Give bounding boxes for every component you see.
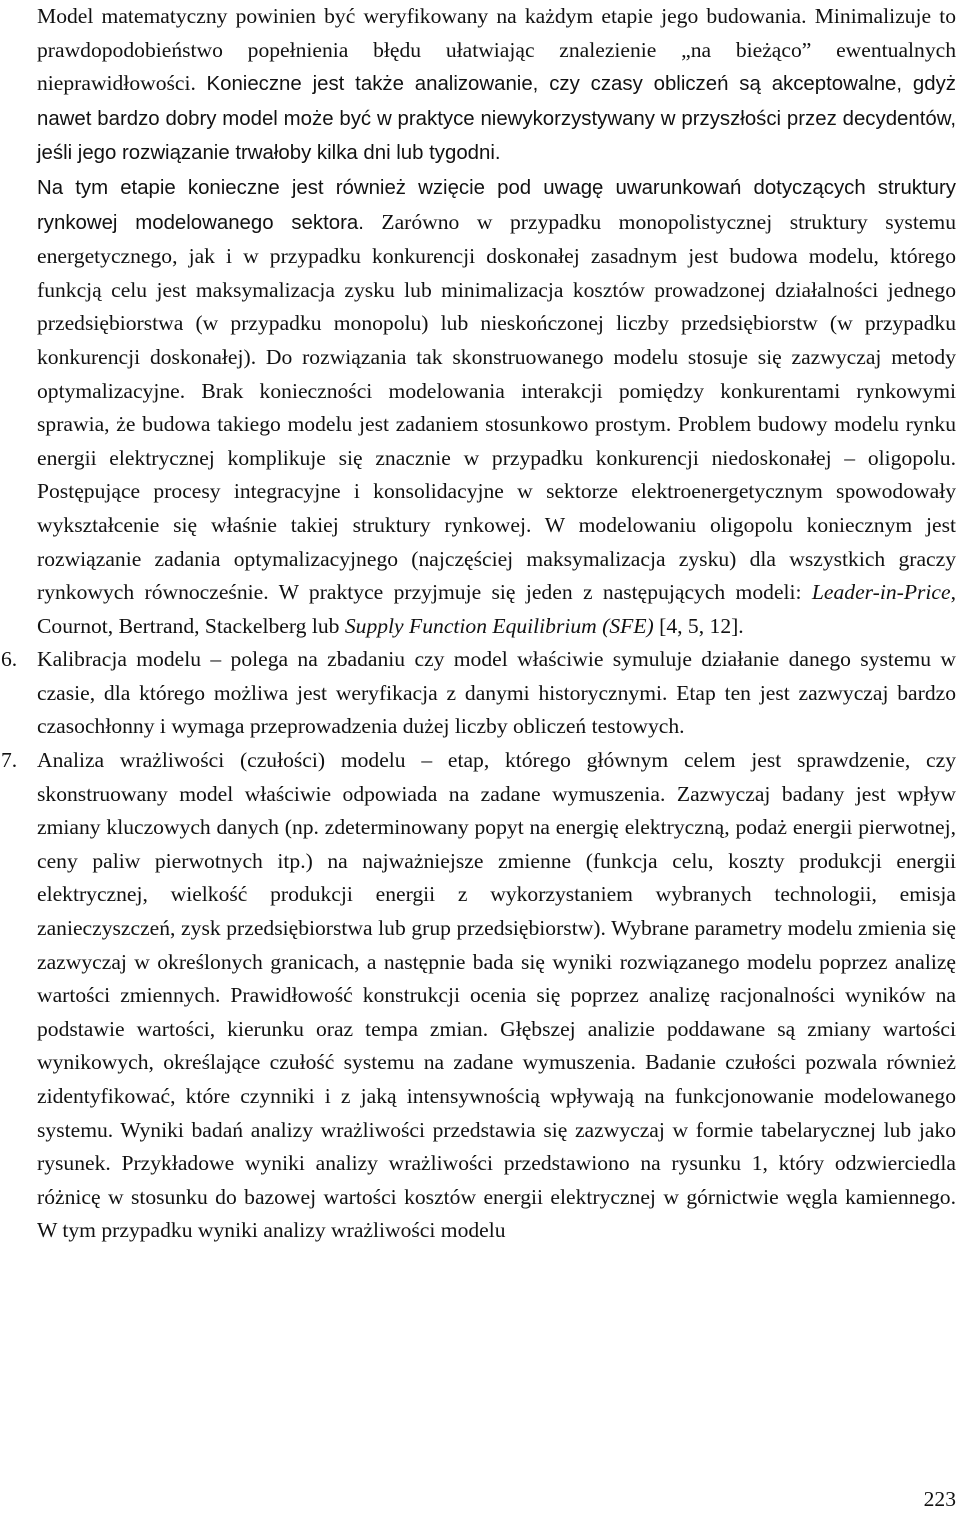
paragraph-market-structure <box>0 171 960 643</box>
paragraph-model-verification <box>0 0 960 171</box>
list-item-calibration <box>0 643 960 744</box>
model-leader-in-price: Leader-in-Price <box>811 580 951 605</box>
list-item-number: 7. <box>1 748 18 773</box>
list-item-text: Kalibracja modelu – polega na zbadaniu czy model właściwie symuluje działanie danego systemu w czasie, dla którego możliwa jest weryfikacja z danymi historycznymi. Etap ten jest zazwyczaj bardzo czasochłonny i wymaga przeprowadzenia dużej liczby obliczeń testowych. <box>37 647 956 739</box>
list-item-text: Analiza wrażliwości (czułości) modelu – etap, którego głównym celem jest sprawdzenie, czy skonstruowany model właściwie odpowiada na zadane wymuszenia. Zazwyczaj badany jest wpływ zmiany kluczowych danych (np. zdeterminowany popyt na energię elektryczną, podaż energii pierwotnej, ceny paliw pierwotnych itp.) na najważniejsze zmienne (funkcja celu, koszty produkcji energii elektrycznej, wielkość produkcji energii z wykorzystaniem wybranych technologii, emisja zanieczyszczeń, zysk przedsiębiorstwa lub grup przedsiębiorstw). Wybrane parametry modelu zmienia się zazwyczaj w określonych granicach, a następnie bada się wyniki rozwiązanego modelu poprzez analizę wartości zmiennych. Prawidłowość konstrukcji ocenia się poprzez analizę racjonalności wyników na podstawie wartości, kierunku oraz tempa zmian. Głębszej analizie poddawane są zmiany wartości wynikowych, określające czułość systemu na zadane wymuszenia. Badanie czułości pozwala również zidentyfikować, które czynniki i z jaką intensywnością wpływają na funkcjonowanie modelowanego systemu. Wyniki badań analizy wrażliwości przedstawia się zazwyczaj w formie tabelarycznej lub jako rysunek. Przykładowe wyniki analizy wrażliwości przedstawiono na rysunku 1, który odzwierciedla różnicę w stosunku do bazowej wartości kosztów energii elektrycznej w górnictwie węgla kamiennego. W tym przypadku wyniki analizy wrażliwości modelu <box>37 748 956 1243</box>
market-structure-text: Zarówno w przypadku monopolistycznej struktury systemu energetycznego, jak i w przypadku konkurencji doskonałej zasadnym jest budowa modelu, którego funkcją celu jest maksymalizacja zysku lub minimalizacja kosztów prowadzonej działalności jednego przedsiębiorstwa (w przypadku monopolu) lub nieskończonej liczby przedsiębiorstw (w przypadku konkurencji doskonałej). Do rozwiązania tak skonstruowanego modelu stosuje się zazwyczaj metody optymalizacyjne. Brak konieczności modelowania interakcji pomiędzy konkurentami rynkowymi sprawia, że budowa takiego modelu jest zadaniem stosunkowo prostym. Problem budowy modelu rynku energii elektrycznej komplikuje się znacznie w przypadku konkurencji niedoskonałej – oligopolu. Postępujące procesy integracyjne i konsolidacyjne w sektorze elektroenergetycznym spowodowały wykształcenie się właśnie takiej struktury rynkowej. W modelowaniu oligopolu koniecznym jest rozwiązanie zadania optymalizacyjnego (najczęściej maksymalizacja zysku) dla wszystkich graczy rynkowych równocześnie. W praktyce przyjmuje się jeden z następujących modeli: <box>37 209 956 605</box>
market-structure-lead: Na tym etapie konieczne jest również wzięcie pod uwagę uwarunkowań dotyczących struktury rynkowej modelowanego sektora. <box>37 176 956 234</box>
references: [4, 5, 12]. <box>659 613 744 638</box>
computation-time-text: Konieczne jest także analizowanie, czy czasy obliczeń są akceptowalne, gdyż nawet bardzo dobry model może być w praktyce niewykorzystywany w przyszłości przez decydentów, jeśli jego rozwiązanie trwałoby kilka dni lub tygodni. <box>37 73 956 165</box>
verification-text: Model matematyczny powinien być weryfikowany na każdym etapie jego budowania. Minimalizuje to prawdopodobieństwo popełnienia błędu ułatwiając znalezienie „na bieżąco” ewentualnych nieprawidłowości. <box>37 4 956 96</box>
list-item-sensitivity-analysis <box>0 744 960 1248</box>
models-list-text: , Cournot, Bertrand, Stackelberg lub <box>37 580 956 638</box>
list-item-number: 6. <box>1 647 18 672</box>
page-number: 223 <box>923 1487 956 1511</box>
model-sfe: Supply Function Equilibrium (SFE) <box>344 613 654 638</box>
